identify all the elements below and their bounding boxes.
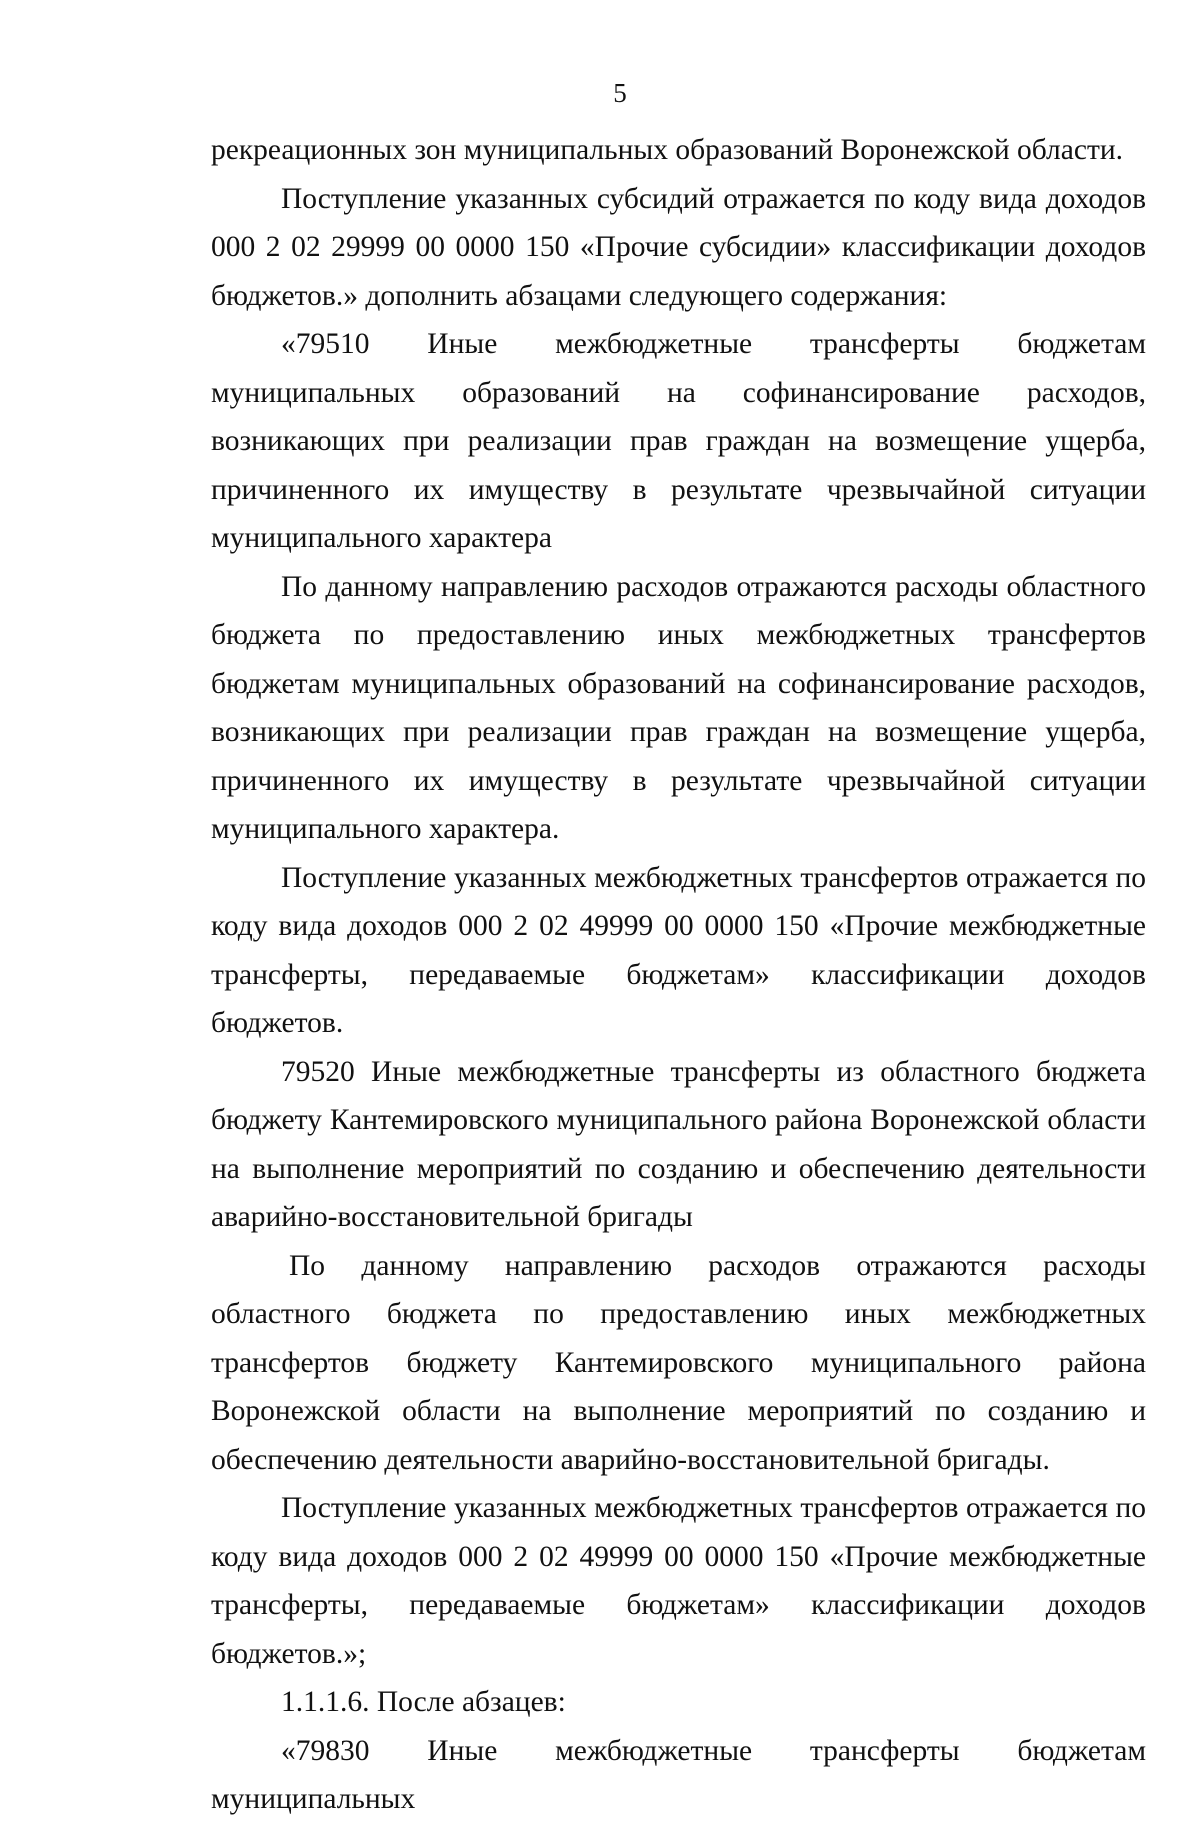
paragraph-79510-receipt: Поступление указанных межбюджетных трансфертов отражается по коду вида доходов 000 2 02 49999 00 0000 150 «Прочие межбюджетные трансферты, передаваемые бюджетам» классификации доходов бюджетов. — [211, 861, 1146, 1039]
paragraph-79510-description: По данному направлению расходов отражаются расходы областного бюджета по предоставлению иных межбюджетных трансфертов бюджетам муниципальных образований на софинансирование расходов, возникающих при реализации прав граждан на возмещение ущерба, причиненного их имуществу в результате чрезвычайной ситуации муниципального характера. — [211, 570, 1146, 845]
paragraph-continuation: рекреационных зон муниципальных образований Воронежской области. — [211, 134, 1124, 166]
document-body — [211, 126, 1146, 1824]
paragraph-subsidy-receipt: Поступление указанных субсидий отражается по коду вида доходов 000 2 02 29999 00 0000 150 «Прочие субсидии» классификации доходов бюджетов.» дополнить абзацами следующего содержания: — [211, 182, 1146, 312]
paragraph-79510-title: «79510 Иные межбюджетные трансферты бюджетам муниципальных образований на софинансирование расходов, возникающих при реализации прав граждан на возмещение ущерба, причиненного их имуществу в результате чрезвычайной ситуации муниципального характера — [211, 328, 1146, 554]
paragraph-79830-title: «79830 Иные межбюджетные трансферты бюджетам муниципальных — [211, 1734, 1146, 1815]
paragraph-79520-receipt: Поступление указанных межбюджетных трансфертов отражается по коду вида доходов 000 2 02 49999 00 0000 150 «Прочие межбюджетные трансферты, передаваемые бюджетам» классификации доходов бюджетов.»; — [211, 1492, 1146, 1670]
paragraph-section-1-1-1-6: 1.1.1.6. После абзацев: — [281, 1686, 566, 1718]
paragraph-79520-description: По данному направлению расходов отражаются расходы областного бюджета по предоставлению иных межбюджетных трансфертов бюджету Кантемировского муниципального района Воронежской области на выполнение мероприятий по созданию и обеспечению деятельности аварийно-восстановительной бригады. — [211, 1249, 1146, 1476]
paragraph-79520-title: 79520 Иные межбюджетные трансферты из областного бюджета бюджету Кантемировского муниципального района Воронежской области на выполнение мероприятий по созданию и обеспечению деятельности аварийно-восстановительной бригады — [211, 1055, 1146, 1233]
page-number: 5 — [613, 78, 627, 108]
